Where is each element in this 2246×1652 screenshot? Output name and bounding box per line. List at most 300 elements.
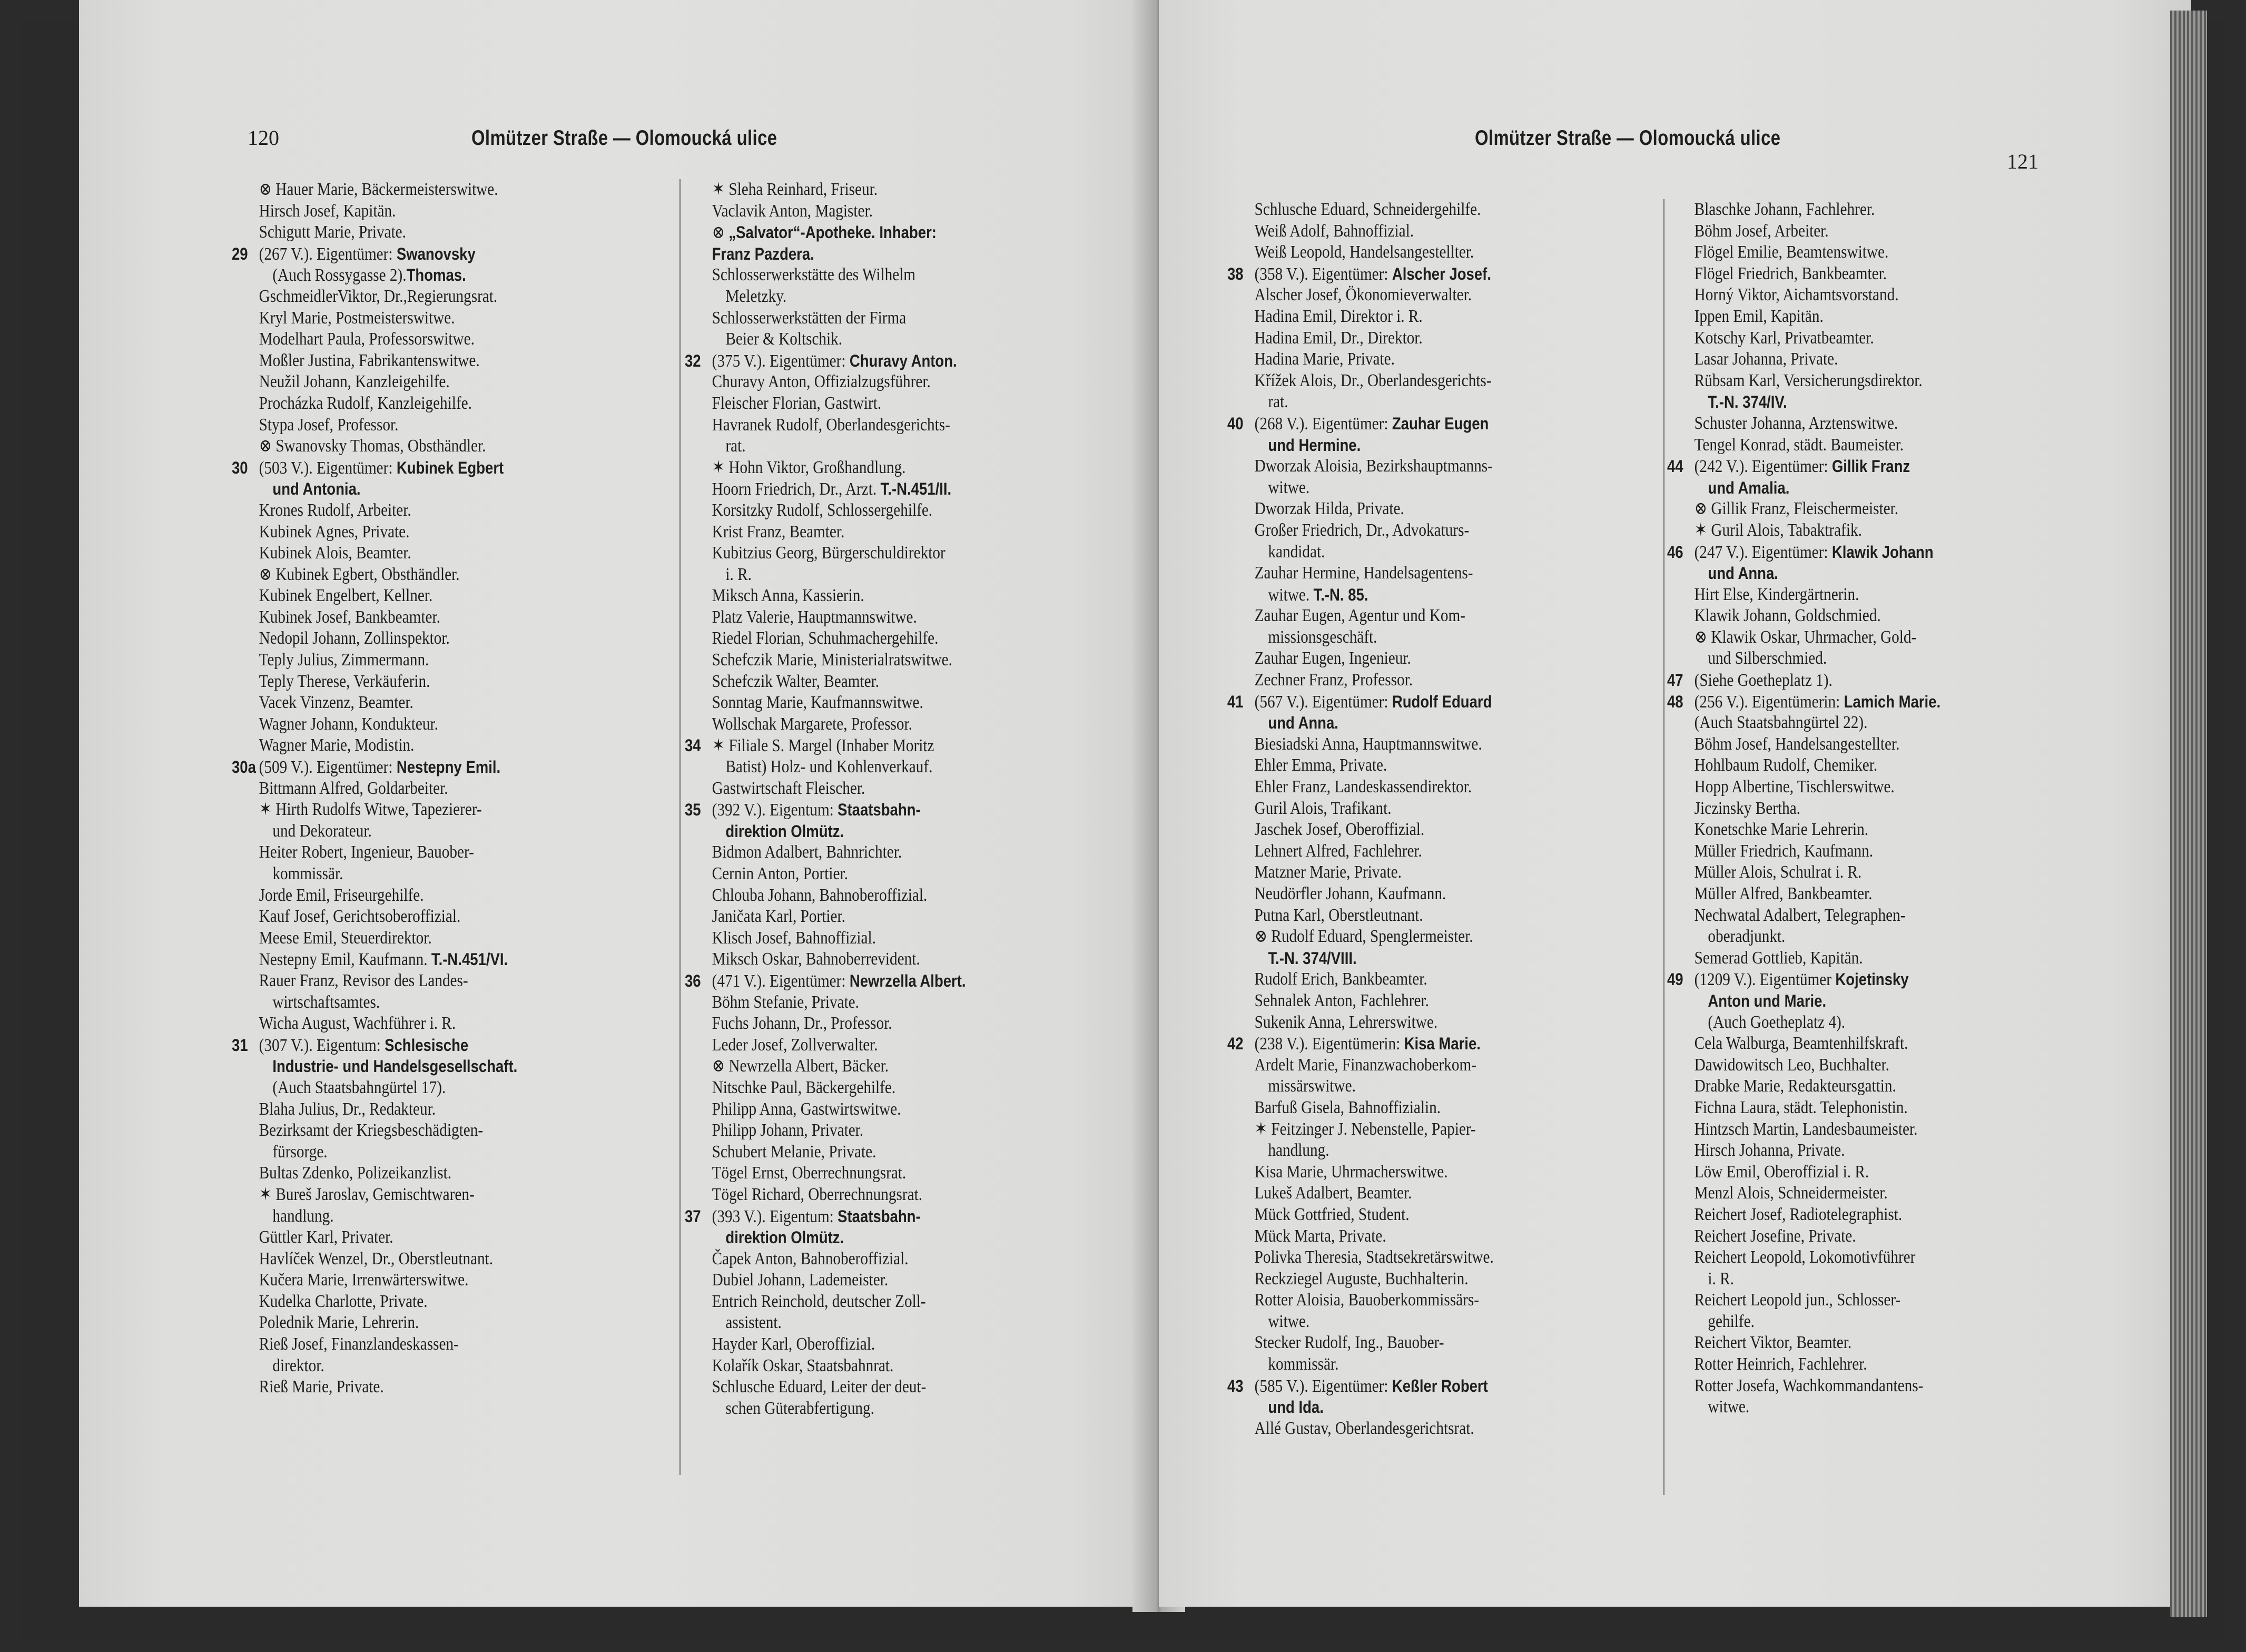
house-number: 31	[232, 1035, 248, 1055]
directory-line	[1227, 1247, 1608, 1268]
directory-line	[232, 500, 608, 522]
entry-owner-bold: Newrzella Albert.	[849, 971, 966, 990]
entry-text: Batist) Holz- und Kohlenverkauf.	[725, 757, 933, 777]
directory-line	[1227, 284, 1608, 306]
entry-text: ⊗ Newrzella Albert, Bäcker.	[712, 1056, 889, 1076]
directory-line	[685, 1163, 1070, 1184]
entry-text: witwe.	[1268, 585, 1314, 605]
directory-line	[232, 543, 608, 564]
left-page	[79, 0, 1154, 1607]
entry-text: Kubinek Engelbert, Kellner.	[259, 586, 433, 606]
directory-line	[1227, 969, 1608, 990]
directory-line	[685, 415, 1070, 436]
directory-line	[685, 286, 1070, 308]
entry-text: ⊗ Kubinek Egbert, Obsthändler.	[259, 564, 460, 584]
directory-line	[1667, 776, 2038, 798]
entry-text: Zechner Franz, Professor.	[1254, 670, 1413, 690]
directory-line	[232, 179, 608, 201]
entry-text: Nedopil Johann, Zollinspektor.	[259, 628, 450, 648]
entry-text: Bultas Zdenko, Polizeikanzlist.	[259, 1163, 452, 1183]
entry-text: Böhm Stefanie, Private.	[712, 992, 859, 1012]
house-number: 41	[1227, 692, 1244, 711]
directory-line	[1227, 1055, 1608, 1076]
entry-text: Rieß Josef, Finanzlandeskassen-	[259, 1334, 459, 1354]
entry-text: Barfuß Gisela, Bahnoffizialin.	[1254, 1097, 1441, 1117]
entry-text: Kubinek Josef, Bankbeamter.	[259, 607, 440, 627]
directory-line	[232, 992, 608, 1014]
entry-text: Kubinek Alois, Beamter.	[259, 543, 411, 563]
entry-text: Nitschke Paul, Bäckergehilfe.	[712, 1077, 896, 1097]
running-header-right: Olmützer Straße — Olomoucká ulice	[1475, 126, 1781, 150]
directory-line	[685, 906, 1070, 928]
directory-line	[685, 756, 1070, 778]
entry-text: Wagner Johann, Kondukteur.	[259, 714, 438, 734]
entry-text: Löw Emil, Oberoffizial i. R.	[1694, 1162, 1869, 1182]
directory-line	[1667, 1183, 2038, 1204]
directory-line	[685, 436, 1070, 457]
entry-text: Chlouba Johann, Bahnoberoffizial.	[712, 885, 928, 905]
directory-line	[1227, 1140, 1608, 1162]
entry-text: Beier & Koltschik.	[725, 329, 843, 349]
entry-owner-bold: T.-N.451/VI.	[431, 950, 508, 969]
entry-text: Neudörfler Johann, Kaufmann.	[1254, 884, 1446, 903]
directory-line	[685, 1013, 1070, 1035]
entry-owner-bold: direktion Olmütz.	[725, 821, 844, 841]
entry-text: Ardelt Marie, Finanzwachoberkom-	[1254, 1055, 1476, 1075]
house-number: 37	[685, 1206, 701, 1226]
directory-line	[232, 928, 608, 949]
entry-owner-bold: Zauhar Eugen	[1392, 414, 1489, 433]
entry-text: Drabke Marie, Redakteursgattin.	[1694, 1076, 1896, 1096]
directory-line	[1227, 819, 1608, 841]
directory-line	[1667, 1162, 2038, 1183]
entry-text: Nestepny Emil, Kaufmann.	[259, 950, 431, 970]
entry-text: Krones Rudolf, Arbeiter.	[259, 500, 411, 520]
entry-text: Heiter Robert, Ingenieur, Bauober-	[259, 842, 474, 862]
directory-line	[1667, 712, 2038, 734]
entry-text: (375 V.). Eigentümer:	[712, 351, 850, 371]
directory-line	[685, 1035, 1070, 1056]
entry-text: Stecker Rudolf, Ing., Bauober-	[1254, 1333, 1444, 1353]
entry-owner-bold: Gillik Franz	[1831, 457, 1910, 476]
entry-text: missärswitwe.	[1268, 1076, 1356, 1096]
entry-owner-bold: Kisa Marie.	[1404, 1034, 1481, 1054]
entry-text: (268 V.). Eigentümer:	[1254, 414, 1392, 434]
directory-line	[1667, 199, 2038, 221]
entry-text: Müller Alfred, Bankbeamter.	[1694, 884, 1873, 903]
entry-owner-bold: Kojetinsky	[1835, 970, 1909, 989]
directory-line	[1667, 1012, 2038, 1034]
entry-text: Fleischer Florian, Gastwirt.	[712, 393, 882, 413]
directory-line	[232, 628, 608, 650]
entry-owner-bold: Nestepny Emil.	[396, 758, 501, 777]
entry-text: Hoorn Friedrich, Dr., Arzt.	[712, 479, 881, 499]
entry-text: Dawidowitsch Leo, Buchhalter.	[1694, 1055, 1889, 1075]
house-number: 36	[685, 971, 701, 990]
entry-owner-bold: Industrie- und Handelsgesellschaft.	[272, 1057, 518, 1076]
directory-line	[1667, 1397, 2038, 1418]
directory-line	[1227, 1183, 1608, 1204]
directory-line	[232, 201, 608, 222]
directory-line	[1227, 627, 1608, 648]
entry-text: ⊗ Hauer Marie, Bäckermeisterswitwe.	[259, 180, 498, 199]
entry-text: (Auch Staatsbahngürtel 17).	[272, 1077, 446, 1097]
directory-line	[1667, 905, 2038, 927]
directory-line	[1227, 990, 1608, 1012]
entry-text: kommissär.	[272, 864, 343, 883]
directory-line	[232, 1142, 608, 1163]
directory-line	[1227, 477, 1608, 499]
entry-text: missionsgeschäft.	[1268, 627, 1377, 647]
directory-line	[1667, 563, 2038, 584]
entry-text: Bittmann Alfred, Goldarbeiter.	[259, 778, 448, 798]
entry-owner-bold: Kubinek Egbert	[396, 458, 504, 477]
house-number: 46	[1667, 542, 1683, 562]
directory-line	[1667, 1247, 2038, 1268]
directory-line	[232, 714, 608, 735]
entry-owner-bold: Lamich Marie.	[1844, 692, 1941, 711]
directory-line	[232, 842, 608, 863]
entry-text: Philipp Johann, Privater.	[712, 1120, 864, 1140]
entry-text: Hintzsch Martin, Landesbaumeister.	[1694, 1119, 1918, 1139]
entry-text: oberadjunkt.	[1708, 927, 1786, 947]
directory-line	[232, 478, 608, 500]
entry-text: Kisa Marie, Uhrmacherswitwe.	[1254, 1162, 1448, 1182]
directory-line	[1227, 263, 1608, 285]
directory-line	[1667, 1290, 2038, 1311]
directory-line	[1227, 413, 1608, 435]
entry-text: Schubert Melanie, Private.	[712, 1142, 876, 1162]
directory-line	[1667, 263, 2038, 285]
directory-line	[685, 1077, 1070, 1099]
entry-text: (Auch Rossygasse 2).	[272, 266, 407, 286]
directory-line	[685, 1312, 1070, 1334]
directory-line	[232, 1355, 608, 1377]
entry-text: Hadina Marie, Private.	[1254, 349, 1395, 369]
directory-line	[1667, 862, 2038, 883]
house-number: 34	[685, 736, 701, 755]
entry-text: Schefczik Walter, Beamter.	[712, 671, 880, 691]
entry-text: Moßler Justina, Fabrikantenswitwe.	[259, 350, 480, 370]
entry-text: Philipp Anna, Gastwirtswitwe.	[712, 1099, 901, 1119]
entry-text: Flögel Emilie, Beamtenswitwe.	[1694, 242, 1889, 262]
house-number: 49	[1667, 970, 1683, 989]
directory-line	[685, 714, 1070, 735]
entry-text: Rübsam Karl, Versicherungsdirektor.	[1694, 370, 1923, 390]
entry-text: (242 V.). Eigentümer:	[1694, 457, 1832, 477]
directory-line	[685, 478, 1070, 500]
directory-line	[232, 371, 608, 393]
entry-text: Cela Walburga, Beamtenhilfskraft.	[1694, 1034, 1908, 1054]
directory-line	[685, 371, 1070, 393]
directory-line	[685, 1142, 1070, 1163]
directory-line	[232, 778, 608, 800]
entry-text: Tengel Konrad, städt. Baumeister.	[1694, 435, 1904, 455]
directory-line	[232, 1035, 608, 1056]
entry-text: Reichert Josefine, Private.	[1694, 1226, 1856, 1246]
page-number-left: 120	[248, 126, 279, 150]
entry-text: Janičata Karl, Portier.	[712, 907, 845, 927]
entry-text: Bezirksamt der Kriegsbeschädigten-	[259, 1120, 484, 1140]
column-divider-right	[1663, 199, 1664, 1495]
entry-text: Blaschke Johann, Fachlehrer.	[1694, 200, 1875, 219]
entry-text: Vacek Vinzenz, Beamter.	[259, 693, 413, 713]
directory-line	[1667, 1332, 2038, 1354]
directory-line	[685, 671, 1070, 693]
directory-line	[685, 1227, 1070, 1248]
directory-line	[232, 885, 608, 907]
directory-line	[1667, 542, 2038, 563]
entry-text: Weiß Adolf, Bahnoffizial.	[1254, 221, 1414, 241]
entry-text: Reichert Josef, Radiotelegraphist.	[1694, 1204, 1903, 1224]
directory-line	[1667, 926, 2038, 948]
directory-line	[685, 329, 1070, 350]
entry-text: Wagner Marie, Modistin.	[259, 735, 415, 755]
directory-line	[232, 970, 608, 992]
entry-text: Lehnert Alfred, Fachlehrer.	[1254, 841, 1422, 861]
entry-text: Dworzak Aloisia, Bezirkshauptmanns-	[1254, 456, 1493, 476]
directory-line	[232, 1270, 608, 1291]
entry-text: kandidat.	[1268, 542, 1325, 562]
entry-text: (509 V.). Eigentümer:	[259, 758, 397, 778]
directory-line	[1667, 819, 2038, 841]
directory-line	[1667, 1140, 2038, 1162]
directory-line	[1227, 520, 1608, 542]
directory-line	[685, 564, 1070, 586]
entry-text: direktor.	[272, 1355, 324, 1375]
entry-owner-bold: Swanovsky	[396, 244, 476, 263]
entry-text: (Auch Staatsbahngürtel 22).	[1694, 713, 1868, 733]
directory-line	[232, 436, 608, 457]
directory-line	[232, 949, 608, 970]
directory-line	[1667, 883, 2038, 905]
directory-line	[232, 286, 608, 308]
entry-text: (358 V.). Eigentümer:	[1254, 264, 1392, 284]
entry-text: Fichna Laura, städt. Telephonistin.	[1694, 1097, 1908, 1117]
left-column-1	[232, 179, 669, 1398]
directory-line	[1227, 926, 1608, 948]
directory-line	[1227, 456, 1608, 477]
entry-owner-bold: T.-N. 374/VIII.	[1268, 948, 1357, 968]
entry-owner-bold: und Anna.	[1268, 713, 1338, 733]
entry-text: Hirsch Johanna, Private.	[1694, 1140, 1845, 1161]
directory-line	[1227, 1012, 1608, 1034]
entry-owner-bold: und Hermine.	[1268, 435, 1361, 455]
entry-text: Blaha Julius, Dr., Redakteur.	[259, 1099, 436, 1119]
directory-line	[685, 308, 1070, 329]
directory-line	[685, 1184, 1070, 1206]
entry-owner-bold: direktion Olmütz.	[725, 1228, 844, 1247]
entry-text: Biesiadski Anna, Hauptmannswitwe.	[1254, 734, 1482, 754]
entry-owner-bold: und Ida.	[1268, 1398, 1324, 1417]
column-divider-left	[679, 179, 681, 1475]
directory-line	[1667, 670, 2038, 691]
entry-text: Putna Karl, Oberstleutnant.	[1254, 905, 1423, 925]
directory-line	[1667, 841, 2038, 862]
right-column-2	[1667, 199, 2099, 1418]
entry-text: ⊗ Klawik Oskar, Uhrmacher, Gold-	[1694, 627, 1917, 647]
directory-line	[1667, 584, 2038, 606]
directory-line	[1667, 1097, 2038, 1119]
directory-line	[232, 1334, 608, 1355]
house-number: 47	[1667, 671, 1683, 690]
entry-text: Riedel Florian, Schuhmachergehilfe.	[712, 628, 939, 648]
directory-line	[1227, 712, 1608, 734]
entry-text: Kotschy Karl, Privatbeamter.	[1694, 328, 1874, 348]
directory-line	[232, 906, 608, 928]
entry-text: Miksch Anna, Kassierin.	[712, 586, 864, 606]
directory-line	[1227, 1119, 1608, 1140]
directory-line	[232, 585, 608, 607]
directory-line	[232, 1163, 608, 1184]
entry-text: Nechwatal Adalbert, Telegraphen-	[1694, 905, 1906, 925]
directory-line	[1667, 1354, 2038, 1375]
directory-line	[232, 1248, 608, 1270]
entry-text: i. R.	[725, 564, 752, 584]
directory-line	[232, 522, 608, 543]
directory-line	[1227, 1290, 1608, 1311]
entry-text: Meese Emil, Steuerdirektor.	[259, 928, 432, 948]
entry-owner-bold: T.-N. 85.	[1313, 585, 1368, 604]
entry-text: i. R.	[1708, 1268, 1734, 1289]
house-number: 35	[685, 800, 701, 820]
directory-line	[685, 393, 1070, 415]
entry-text: Allé Gustav, Oberlandesgerichtsrat.	[1254, 1418, 1474, 1438]
entry-owner-bold: Keßler Robert	[1392, 1376, 1488, 1395]
entry-owner-bold: Anton und Marie.	[1708, 991, 1827, 1010]
entry-text: Kudelka Charlotte, Private.	[259, 1291, 428, 1311]
directory-line	[1667, 349, 2038, 370]
entry-text: Sehnalek Anton, Fachlehrer.	[1254, 990, 1429, 1010]
entry-text: Rotter Aloisia, Bauoberkommissärs-	[1254, 1290, 1479, 1310]
entry-text: Havlíček Wenzel, Dr., Oberstleutnant.	[259, 1248, 494, 1268]
directory-line	[1667, 477, 2038, 499]
entry-owner-bold: Alscher Josef.	[1392, 264, 1491, 283]
directory-line	[685, 522, 1070, 543]
directory-line	[685, 692, 1070, 714]
entry-text: Fuchs Johann, Dr., Professor.	[712, 1014, 892, 1034]
directory-line	[685, 928, 1070, 949]
directory-line	[1227, 1033, 1608, 1055]
directory-line	[1667, 734, 2038, 755]
entry-text: ✶ Bureš Jaroslav, Gemischtwaren-	[259, 1184, 475, 1204]
entry-text: Tögel Richard, Oberrechnungsrat.	[712, 1184, 923, 1204]
entry-text: witwe.	[1708, 1397, 1750, 1417]
directory-line	[232, 350, 608, 372]
entry-text: Guril Alois, Trafikant.	[1254, 798, 1392, 818]
entry-text: Kryl Marie, Postmeisterswitwe.	[259, 308, 455, 328]
directory-line	[685, 457, 1070, 479]
directory-line	[685, 949, 1070, 970]
directory-line	[1227, 1076, 1608, 1097]
house-number: 30	[232, 458, 248, 477]
directory-line	[1667, 284, 2038, 306]
entry-text: Rauer Franz, Revisor des Landes-	[259, 970, 468, 990]
entry-text: (307 V.). Eigentum:	[259, 1035, 385, 1055]
entry-text: Menzl Alois, Schneidermeister.	[1694, 1183, 1888, 1203]
entry-text: Weiß Leopold, Handelsangestellter.	[1254, 242, 1474, 262]
directory-line	[1227, 798, 1608, 820]
directory-line	[685, 222, 1070, 243]
directory-line	[1667, 435, 2038, 456]
entry-text: ✶ Feitzinger J. Nebenstelle, Papier-	[1254, 1119, 1476, 1139]
entry-text: Rotter Heinrich, Fachlehrer.	[1694, 1354, 1867, 1374]
entry-text: Jaschek Josef, Oberoffizial.	[1254, 820, 1425, 840]
directory-line	[1667, 755, 2038, 776]
entry-text: Reichert Leopold jun., Schlosser-	[1694, 1290, 1901, 1310]
entry-text: Sukenik Anna, Lehrerswitwe.	[1254, 1012, 1438, 1032]
entry-text: handlung.	[272, 1206, 334, 1226]
entry-text: Mück Gottfried, Student.	[1254, 1204, 1410, 1224]
directory-line	[685, 970, 1070, 992]
directory-line	[232, 457, 608, 479]
entry-text: Miksch Oskar, Bahnoberrevident.	[712, 949, 920, 969]
directory-line	[232, 264, 608, 286]
directory-line	[685, 821, 1070, 842]
entry-text: witwe.	[1268, 1311, 1310, 1331]
directory-line	[1667, 648, 2038, 670]
entry-text: Cernin Anton, Portier.	[712, 864, 848, 883]
directory-line	[685, 1334, 1070, 1355]
directory-line	[1227, 1332, 1608, 1354]
entry-text: Gastwirtschaft Fleischer.	[712, 778, 865, 798]
directory-line	[1227, 1354, 1608, 1375]
entry-text: Ehler Emma, Private.	[1254, 755, 1387, 775]
directory-line	[685, 1291, 1070, 1313]
entry-text: Schefczik Marie, Ministerialratswitwe.	[712, 650, 952, 670]
directory-line	[685, 201, 1070, 222]
entry-text: gehilfe.	[1708, 1311, 1755, 1331]
directory-line	[232, 650, 608, 671]
entry-text: Teply Julius, Zimmermann.	[259, 650, 429, 670]
entry-text: Hirt Else, Kindergärtnerin.	[1694, 584, 1859, 604]
entry-owner-bold: Churavy Anton.	[849, 351, 957, 370]
directory-line	[232, 329, 608, 350]
directory-line	[685, 1398, 1070, 1420]
directory-line	[1227, 1226, 1608, 1247]
directory-line	[1227, 734, 1608, 755]
directory-line	[232, 415, 608, 436]
entry-text: wirtschaftsamtes.	[272, 992, 380, 1012]
directory-line	[1227, 691, 1608, 713]
entry-text: Polednik Marie, Lehrerin.	[259, 1313, 419, 1333]
directory-line	[1227, 563, 1608, 584]
entry-text: Lasar Johanna, Private.	[1694, 349, 1838, 369]
entry-text: und Silberschmied.	[1708, 648, 1827, 668]
directory-line	[685, 842, 1070, 863]
directory-line	[1667, 456, 2038, 477]
directory-line	[232, 1056, 608, 1077]
entry-text: (267 V.). Eigentümer:	[259, 244, 397, 264]
entry-text: rat.	[725, 436, 746, 456]
entry-text: Zauhar Hermine, Handelsagentens-	[1254, 563, 1473, 583]
entry-text: Leder Josef, Zollverwalter.	[712, 1035, 878, 1055]
entry-text: ✶ Sleha Reinhard, Friseur.	[712, 180, 878, 199]
directory-line	[1227, 776, 1608, 798]
house-number: 32	[685, 351, 701, 370]
entry-text: Jorde Emil, Friseurgehilfe.	[259, 885, 424, 905]
entry-text: Semerad Gottlieb, Kapitän.	[1694, 948, 1863, 968]
entry-text: ⊗ Gillik Franz, Fleischermeister.	[1694, 499, 1899, 519]
directory-line	[1227, 1375, 1608, 1397]
house-number: 48	[1667, 692, 1683, 711]
entry-text: Křížek Alois, Dr., Oberlandesgerichts-	[1254, 370, 1492, 390]
entry-text: Rotter Josefa, Wachkommandantens-	[1694, 1375, 1924, 1395]
entry-text: Wicha August, Wachführer i. R.	[259, 1014, 456, 1034]
directory-line	[685, 1248, 1070, 1270]
directory-line	[232, 692, 608, 714]
house-number: 29	[232, 244, 248, 263]
